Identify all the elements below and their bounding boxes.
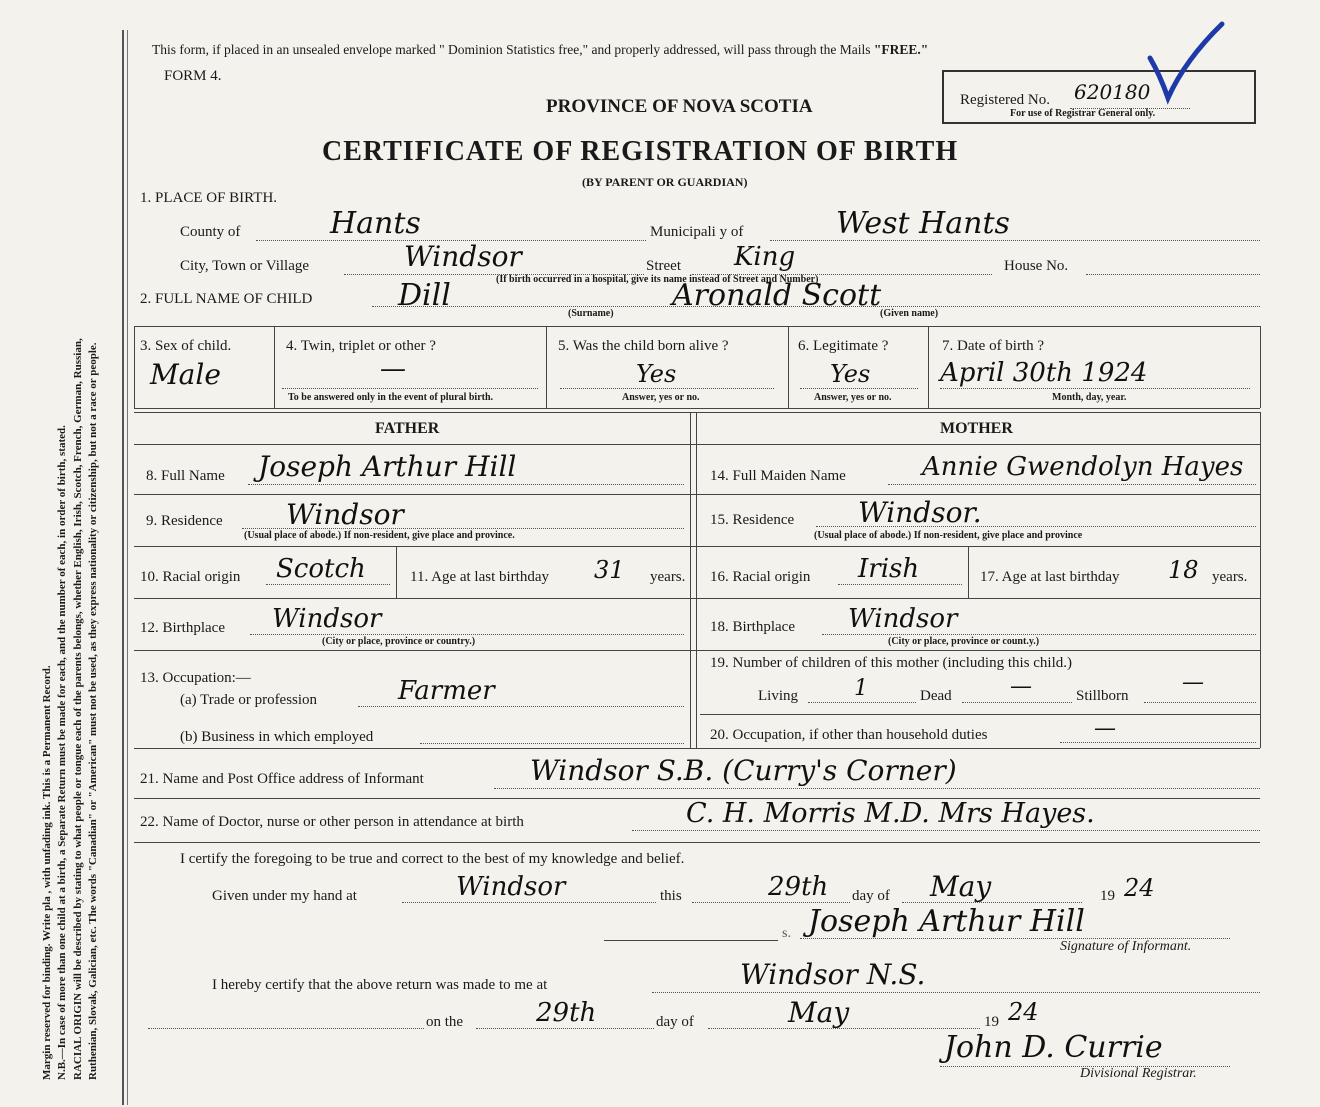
return-month: May <box>788 996 850 1029</box>
day-of-label: day of <box>852 888 890 904</box>
margin-line-3: RACIAL ORIGIN will be described by stating to what people or tongue each of the parents belongs, whether English, Irish, Scotch, French, German, Russian, <box>71 338 84 1080</box>
child-name-label: 2. FULL NAME OF CHILD <box>140 291 313 307</box>
dob-note: Month, day, year. <box>1052 392 1127 403</box>
alive-note: Answer, yes or no. <box>622 392 700 403</box>
given-label: Given under my hand at <box>212 888 357 904</box>
certificate-subtitle: (BY PARENT OR GUARDIAN) <box>582 175 748 189</box>
mother-occupation-label: 20. Occupation, if other than household duties <box>710 727 988 743</box>
living-label: Living <box>758 688 798 704</box>
return-year-prefix: 19 <box>984 1014 999 1030</box>
this-label: this <box>660 888 682 904</box>
place-of-birth-heading: 1. PLACE OF BIRTH. <box>140 190 278 206</box>
surname-caption: (Surname) <box>568 308 614 319</box>
hospital-note: (If birth occurred in a hospital, give its name instead of Street and Number) <box>496 274 819 285</box>
father-heading: FATHER <box>375 420 440 437</box>
registered-number: 620180 <box>1074 80 1151 104</box>
child-given-name: Aronald Scott <box>672 278 882 313</box>
mother-racial: Irish <box>858 554 920 584</box>
registrar-note: For use of Registrar General only. <box>1010 108 1156 119</box>
mail-notice-text: This form, if placed in an unsealed envelope marked " Dominion Statistics free," and properly addressed, will pass through the Mails <box>152 42 871 57</box>
binding-line <box>122 30 124 1105</box>
dob-label: 7. Date of birth ? <box>942 338 1045 354</box>
margin-line-4: Ruthenian, Slovak, Galician, etc. The words "Canadian" or "American" must not be used, as they express nationality or citizenship, but not a race or people. <box>87 342 100 1080</box>
father-name: Joseph Arthur Hill <box>258 450 517 483</box>
given-day: 29th <box>768 872 829 902</box>
legitimate-note: Answer, yes or no. <box>814 392 892 403</box>
father-residence-label: 9. Residence <box>146 513 223 529</box>
mother-birthplace-label: 18. Birthplace <box>710 619 795 635</box>
father-age: 31 <box>594 556 625 584</box>
father-racial: Scotch <box>276 554 366 584</box>
mother-residence: Windsor. <box>858 496 982 529</box>
registered-label: Registered No. <box>960 92 1050 108</box>
given-year: 24 <box>1124 874 1155 902</box>
informant-signature: Joseph Arthur Hill <box>808 904 1085 939</box>
attendant-label: 22. Name of Doctor, nurse or other person in attendance at birth <box>140 814 524 830</box>
legitimate-label: 6. Legitimate ? <box>798 338 889 354</box>
father-business-label: (b) Business in which employed <box>180 729 374 745</box>
return-day: 29th <box>536 998 597 1028</box>
mother-name-label: 14. Full Maiden Name <box>710 468 846 484</box>
father-residence: Windsor <box>286 498 404 531</box>
municipality-label: Municipali y of <box>650 224 744 240</box>
return-place: Windsor N.S. <box>740 958 926 991</box>
mother-birthplace-note: (City or place, province or count.y.) <box>888 636 1040 647</box>
father-trade-label: (a) Trade or profession <box>180 692 318 708</box>
given-year-prefix: 19 <box>1100 888 1115 904</box>
father-occupation-label: 13. Occupation:— <box>140 670 251 686</box>
mother-children-label: 19. Number of children of this mother (including this child.) <box>710 655 1073 671</box>
informant-label: 21. Name and Post Office address of Informant <box>140 771 424 787</box>
given-caption: (Given name) <box>880 308 939 319</box>
city-value: Windsor <box>404 240 522 273</box>
father-birthplace: Windsor <box>272 604 382 634</box>
father-birthplace-label: 12. Birthplace <box>140 620 225 636</box>
attendant-value: C. H. Morris M.D. Mrs Hayes. <box>686 798 1095 829</box>
child-surname: Dill <box>398 278 451 313</box>
informant-value: Windsor S.B. (Curry's Corner) <box>530 754 957 787</box>
sex-label: 3. Sex of child. <box>140 338 232 354</box>
given-place: Windsor <box>456 872 566 902</box>
father-birthplace-note: (City or place, province or country.) <box>322 636 476 647</box>
mother-age: 18 <box>1168 556 1199 584</box>
form-number: FORM 4. <box>164 68 222 84</box>
sig-prefix: s. <box>782 926 791 941</box>
registrar-signature: John D. Currie <box>944 1030 1163 1065</box>
informant-signature-caption: Signature of Informant. <box>1060 939 1192 954</box>
dead-value: — <box>1010 674 1032 699</box>
municipality-value: West Hants <box>836 206 1010 241</box>
alive-label: 5. Was the child born alive ? <box>558 338 729 354</box>
mother-occupation: — <box>1094 716 1116 741</box>
county-value: Hants <box>330 206 421 241</box>
living-value: 1 <box>854 676 868 701</box>
certificate-title: CERTIFICATE OF REGISTRATION OF BIRTH <box>322 136 959 167</box>
twin-value: — <box>380 354 406 384</box>
mother-name: Annie Gwendolyn Hayes <box>922 452 1244 482</box>
father-name-label: 8. Full Name <box>146 468 225 484</box>
registrar-caption: Divisional Registrar. <box>1080 1066 1197 1081</box>
return-year: 24 <box>1008 998 1039 1026</box>
dob-value: April 30th 1924 <box>940 358 1148 388</box>
certify-statement: I certify the foregoing to be true and correct to the best of my knowledge and belief. <box>180 851 685 867</box>
dead-label: Dead <box>920 688 952 704</box>
check-mark-icon <box>1140 20 1230 110</box>
margin-line-2: N.B.—In case of more than one child at a birth, a Separate Return must be made for each, and the number of each, in order of birth, stated. <box>56 425 69 1080</box>
mother-birthplace: Windsor <box>848 604 958 634</box>
father-racial-label: 10. Racial origin <box>140 569 241 585</box>
father-trade: Farmer <box>398 676 495 706</box>
house-label: House No. <box>1004 258 1069 274</box>
legitimate-value: Yes <box>830 360 871 388</box>
street-value: King <box>734 242 796 272</box>
on-the-label: on the <box>426 1014 464 1030</box>
city-label: City, Town or Village <box>180 258 310 274</box>
mother-years: years. <box>1212 569 1248 585</box>
binding-line-inner <box>127 30 128 1105</box>
father-years: years. <box>650 569 686 585</box>
return-day-of-label: day of <box>656 1014 694 1030</box>
given-month: May <box>930 870 992 903</box>
mother-heading: MOTHER <box>940 420 1013 437</box>
alive-value: Yes <box>636 360 677 388</box>
street-label: Street <box>646 258 681 274</box>
mail-notice <box>152 42 928 58</box>
margin-line-1: Margin reserved for binding. Write pla , with unfading ink. This is a Permanent Record. <box>41 665 53 1080</box>
return-label: I hereby certify that the above return was made to me at <box>212 977 548 993</box>
stillborn-label: Stillborn <box>1076 688 1129 704</box>
stillborn-value: — <box>1182 670 1204 695</box>
father-age-label: 11. Age at last birthday <box>410 569 549 585</box>
margin-instructions <box>40 20 140 1080</box>
mother-racial-label: 16. Racial origin <box>710 569 811 585</box>
twin-note: To be answered only in the event of plural birth. <box>288 392 494 403</box>
twin-label: 4. Twin, triplet or other ? <box>286 338 436 354</box>
sex-value: Male <box>150 358 221 391</box>
mother-residence-label: 15. Residence <box>710 512 795 528</box>
province-heading: PROVINCE OF NOVA SCOTIA <box>546 96 813 117</box>
mother-residence-note: (Usual place of abode.) If non-resident, give place and province <box>814 530 1083 541</box>
county-label: County of <box>180 224 241 240</box>
mother-age-label: 17. Age at last birthday <box>980 569 1120 585</box>
father-residence-note: (Usual place of abode.) If non-resident, give place and province. <box>244 530 515 541</box>
mail-notice-free: "FREE." <box>873 42 929 57</box>
